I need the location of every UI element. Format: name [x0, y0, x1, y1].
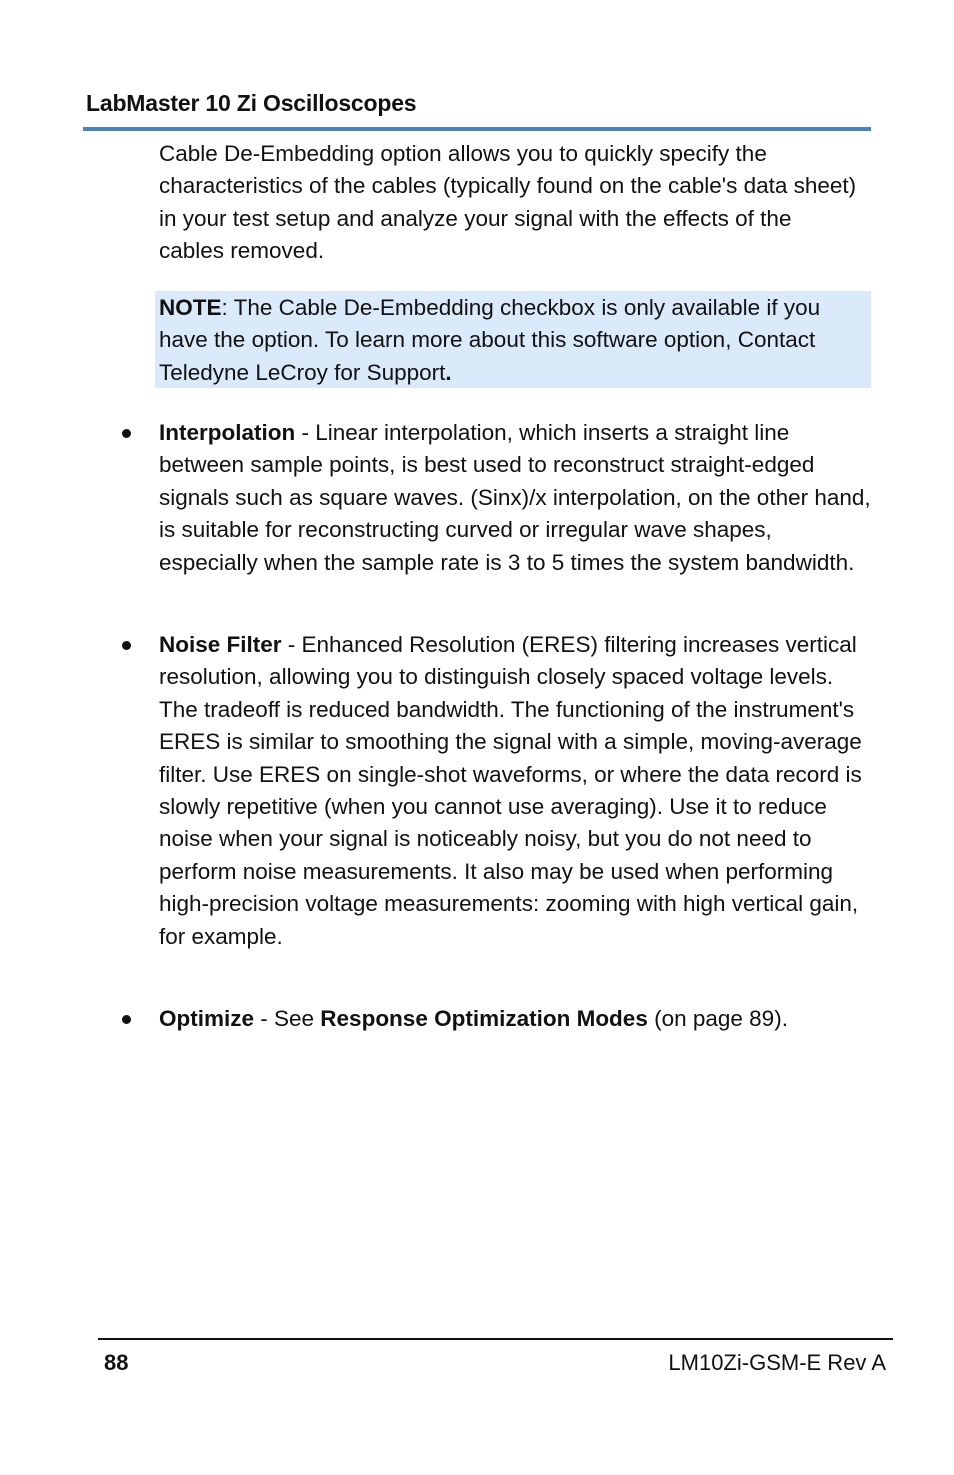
header-divider	[83, 127, 871, 131]
bullet-list-noise-filter	[159, 629, 871, 953]
bullet-icon	[122, 1015, 131, 1024]
bullet-term: Interpolation	[159, 420, 296, 445]
cross-reference-link[interactable]: Response Optimization Modes	[320, 1006, 648, 1031]
document-id: LM10Zi-GSM-E Rev A	[668, 1350, 886, 1375]
bullet-text: - See	[254, 1006, 321, 1031]
bullet-list-optimize	[159, 1003, 871, 1035]
note-end: .	[445, 359, 452, 385]
list-item	[159, 629, 871, 953]
bullet-term: Noise Filter	[159, 632, 282, 657]
note-box	[155, 291, 871, 388]
note-text: : The Cable De-Embedding checkbox is only available if you have the option. To learn more about this software option, Contact Teledyne LeCroy for Support	[159, 295, 821, 385]
page-reference: (on page 89).	[647, 1006, 788, 1031]
bullet-icon	[122, 641, 131, 650]
intro-section	[159, 138, 871, 268]
list-item	[159, 417, 871, 579]
intro-paragraph: Cable De-Embedding option allows you to quickly specify the characteristics of the cables (typically found on the cable's data sheet) in your test setup and analyze your signal with the effects of the cables removed.	[159, 141, 857, 264]
bullet-text: - Enhanced Resolution (ERES) filtering increases vertical resolution, allowing you to distinguish closely spaced voltage levels. The tradeoff is reduced bandwidth. The functioning of the instrument's ERES is similar to smoothing the signal with a simple, moving-average filter. Use ERES on single-shot waveforms, or where the data record is slowly repetitive (when you cannot use averaging). Use it to reduce noise when your signal is noticeably noisy, but you do not need to perform noise measurements. It also may be used when performing high-precision voltage measurements: zooming with high vertical gain, for example.	[159, 632, 862, 949]
list-item	[159, 1003, 871, 1035]
bullet-text: - Linear interpolation, which inserts a straight line between sample points, is best used to reconstruct straight-edged signals such as square waves. (Sinx)/x interpolation, on the other hand, is suitable for reconstructing curved or irregular wave shapes, especially when the sample rate is 3 to 5 times the system bandwidth.	[159, 420, 871, 575]
bullet-list-interpolation	[159, 417, 871, 579]
bullet-term: Optimize	[159, 1006, 255, 1031]
bullet-icon	[122, 429, 131, 438]
note-label: NOTE	[159, 295, 222, 320]
page-number: 88	[104, 1350, 129, 1375]
page-header-title: LabMaster 10 Zi Oscilloscopes	[86, 90, 417, 116]
footer-divider	[98, 1338, 893, 1340]
